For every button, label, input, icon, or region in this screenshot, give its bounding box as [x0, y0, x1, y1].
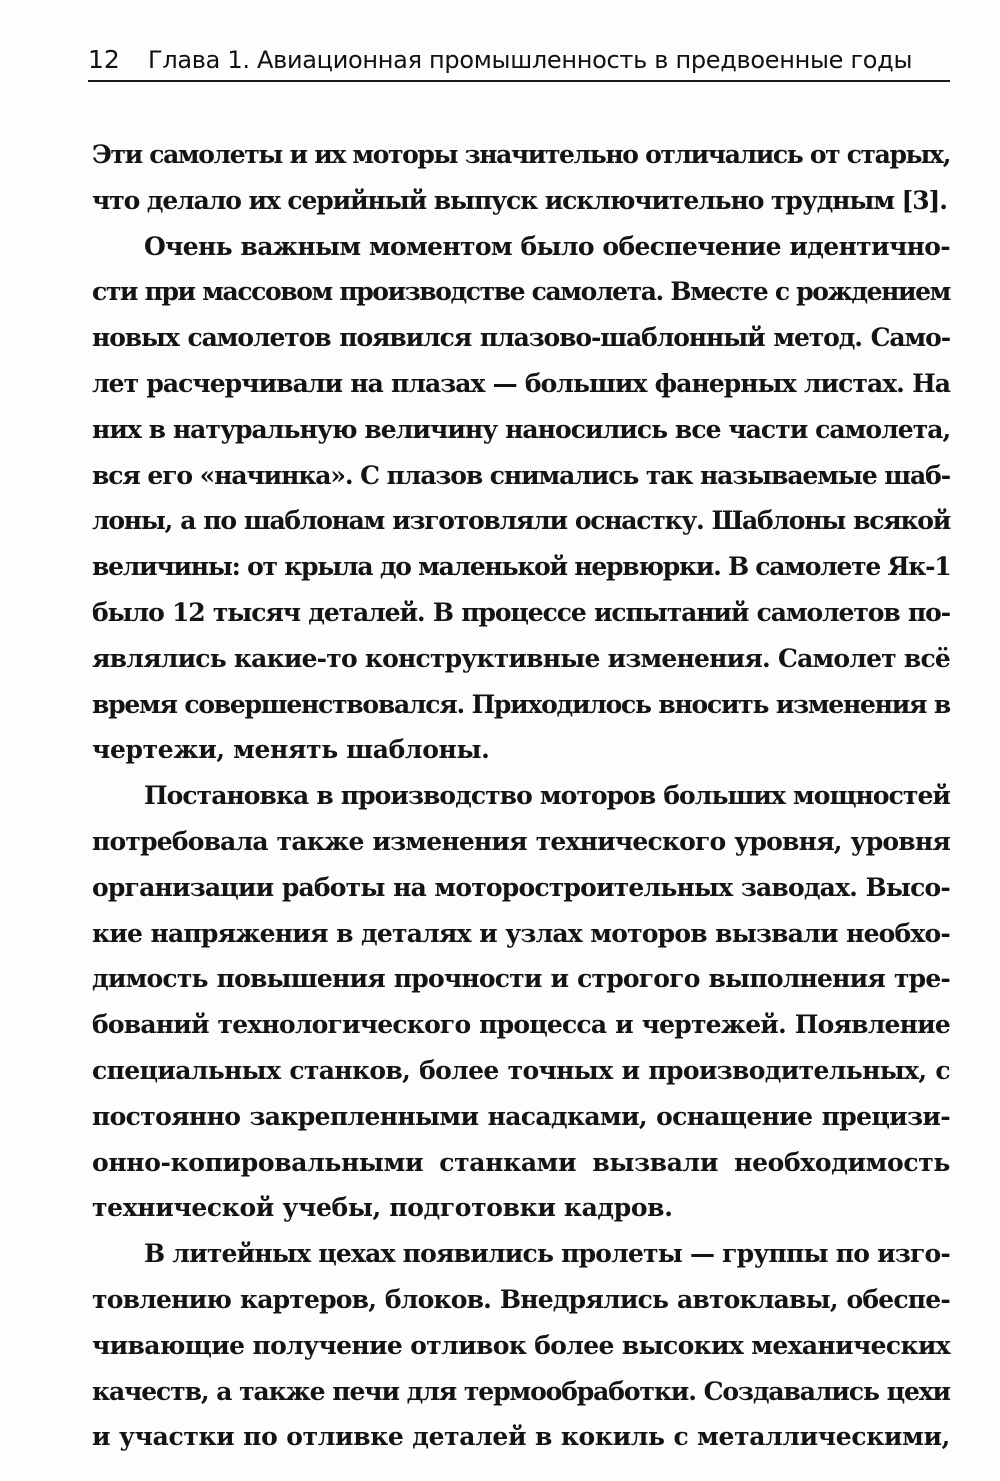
text-line: что делало их серийный выпуск исключительно трудным [3].	[92, 185, 947, 215]
paragraph-3	[92, 773, 950, 1231]
text-line: лет расчерчивали на плазах — больших фанерных листах. На	[92, 368, 950, 398]
text-line: постоянно закрепленными насадками, оснащение прецизи-	[92, 1101, 950, 1131]
text-line: являлись какие-то конструктивные изменения. Самолет всё	[92, 643, 950, 673]
text-line: В литейных цехах появились пролеты — группы по изго-	[144, 1239, 950, 1269]
page-number: 12	[88, 45, 120, 74]
running-title: Глава 1. Авиационная промышленность в предвоенные годы	[148, 46, 913, 74]
running-head	[88, 40, 950, 82]
text-line: лоны, а по шаблонам изготовляли оснастку. Шаблоны всякой	[92, 506, 950, 536]
paragraph-1	[92, 132, 950, 224]
text-line: время совершенствовался. Приходилось вносить изменения в	[92, 689, 950, 719]
text-line: кие напряжения в деталях и узлах моторов вызвали необхо-	[92, 918, 950, 948]
text-line: величины: от крыла до маленькой нервюрки. В самолете Як-1	[92, 552, 951, 582]
text-line: новых самолетов появился плазово-шаблонный метод. Само-	[92, 323, 950, 353]
text-line: бований технологического процесса и чертежей. Появление	[92, 1010, 950, 1040]
text-line: Очень важным моментом было обеспечение идентично-	[144, 231, 950, 261]
text-line: и участки по отливке деталей в кокиль с металлическими,	[92, 1422, 950, 1452]
text-line: потребовала также изменения технического уровня, уровня	[92, 826, 950, 856]
text-line: Эти самолеты и их моторы значительно отличались от старых,	[92, 140, 950, 169]
text-line: чертежи, менять шаблоны.	[92, 735, 490, 765]
text-line: специальных станков, более точных и производительных, с	[92, 1055, 950, 1085]
text-line: Постановка в производство моторов больших мощностей	[144, 781, 950, 811]
text-line: было 12 тысяч деталей. В процессе испытаний самолетов по-	[92, 597, 950, 627]
text-line: онно-копировальными станками вызвали необходимость	[92, 1147, 950, 1177]
text-line: качеств, а также печи для термообработки. Создавались цехи	[92, 1376, 950, 1406]
text-line: чивающие получение отливок более высоких механических	[92, 1330, 950, 1360]
text-line: димость повышения прочности и строгого выполнения тре-	[92, 964, 950, 994]
text-line: организации работы на моторостроительных заводах. Высо-	[92, 872, 950, 902]
text-line: них в натуральную величину наносились все части самолета,	[92, 414, 951, 444]
text-line: вся его «начинка». С плазов снимались так называемые шаб-	[92, 460, 950, 490]
text-line: товлению картеров, блоков. Внедрялись автоклавы, обеспе-	[92, 1284, 950, 1314]
text-line: сти при массовом производстве самолета. Вместе с рождением	[92, 277, 950, 307]
body-text	[92, 132, 950, 1460]
text-line: технической учебы, подготовки кадров.	[92, 1193, 673, 1223]
paragraph-2	[92, 224, 950, 774]
paragraph-4	[92, 1231, 950, 1460]
